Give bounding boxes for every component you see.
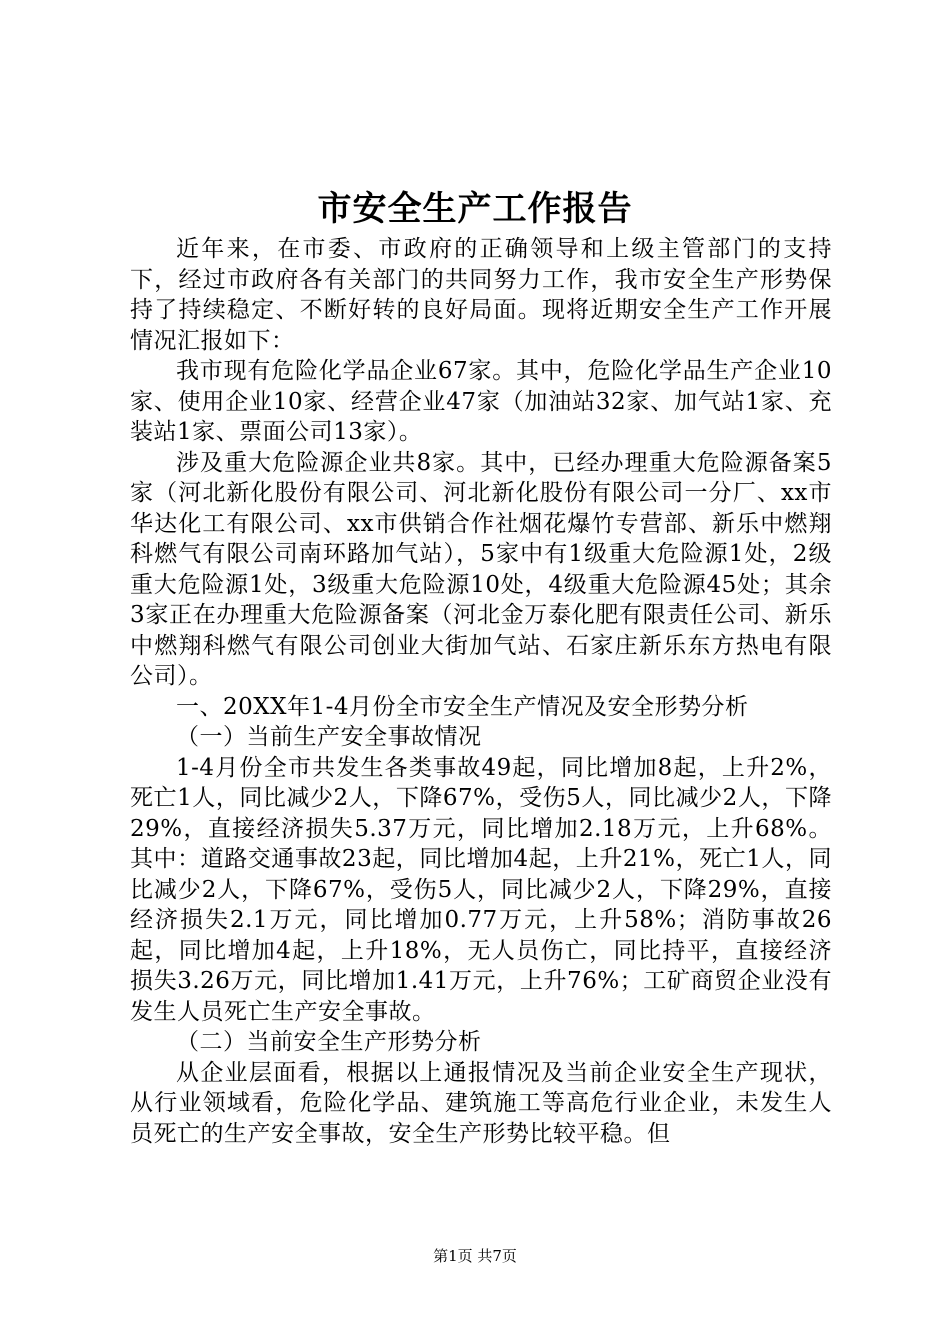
subsection-heading-1: （一）当前生产安全事故情况 — [176, 724, 482, 750]
paragraph-accident-statistics: 1-4月份全市共发生各类事故49起，同比增加8起，上升2%，死亡1人，同比减少2人，下降67%，受伤5人，同比减少2人，下降29%，直接经济损失5.37万元，同比增加2.18万元，上升68%。其中：道路交通事故23起，同比增加4起，上升21%，死亡1人，同比减少2人，下降67%，受伤5人，同比减少2人，下降29%，直接经济损失2.1万元，同比增加0.77万元，上升58%；消防事故26起，同比增加4起，上升18%，无人员伤亡，同比持平，直接经济损失3.26万元，同比增加1.41万元，上升76%；工矿商贸企业没有发生人员死亡生产安全事故。 — [130, 754, 832, 1025]
section-heading-1: 一、20XX年1-4月份全市安全生产情况及安全形势分析 — [176, 693, 749, 720]
document-body — [130, 234, 832, 1149]
subsection-heading-2: （二）当前安全生产形势分析 — [176, 1029, 482, 1055]
paragraph-situation-analysis: 从企业层面看，根据以上通报情况及当前企业安全生产现状，从行业领域看，危险化学品、建筑施工等高危行业企业，未发生人员死亡的生产安全事故，安全生产形势比较平稳。但 — [130, 1059, 832, 1147]
document-title: 市安全生产工作报告 — [317, 189, 633, 229]
page-footer: 第1页 共7页 — [433, 1247, 517, 1265]
paragraph-hazardous-chemicals: 我市现有危险化学品企业67家。其中，危险化学品生产企业10家、使用企业10家、经营企业47家（加油站32家、加气站1家、充装站1家、票面公司13家）。 — [130, 358, 832, 445]
paragraph-intro: 近年来，在市委、市政府的正确领导和上级主管部门的支持下，经过市政府各有关部门的共同努力工作，我市安全生产形势保持了持续稳定、不断好转的良好局面。现将近期安全生产工作开展情况汇报如下： — [130, 236, 832, 354]
paragraph-major-hazard-sources: 涉及重大危险源企业共8家。其中，已经办理重大危险源备案5家（河北新化股份有限公司、河北新化股份有限公司一分厂、xx市华达化工有限公司、xx市供销合作社烟花爆竹专营部、新乐中燃翔科燃气有限公司南环路加气站），5家中有1级重大危险源1处，2级重大危险源1处，3级重大危险源10处，4级重大危险源45处；其余3家正在办理重大危险源备案（河北金万泰化肥有限责任公司、新乐中燃翔科燃气有限公司创业大街加气站、石家庄新乐东方热电有限公司）。 — [130, 449, 832, 689]
